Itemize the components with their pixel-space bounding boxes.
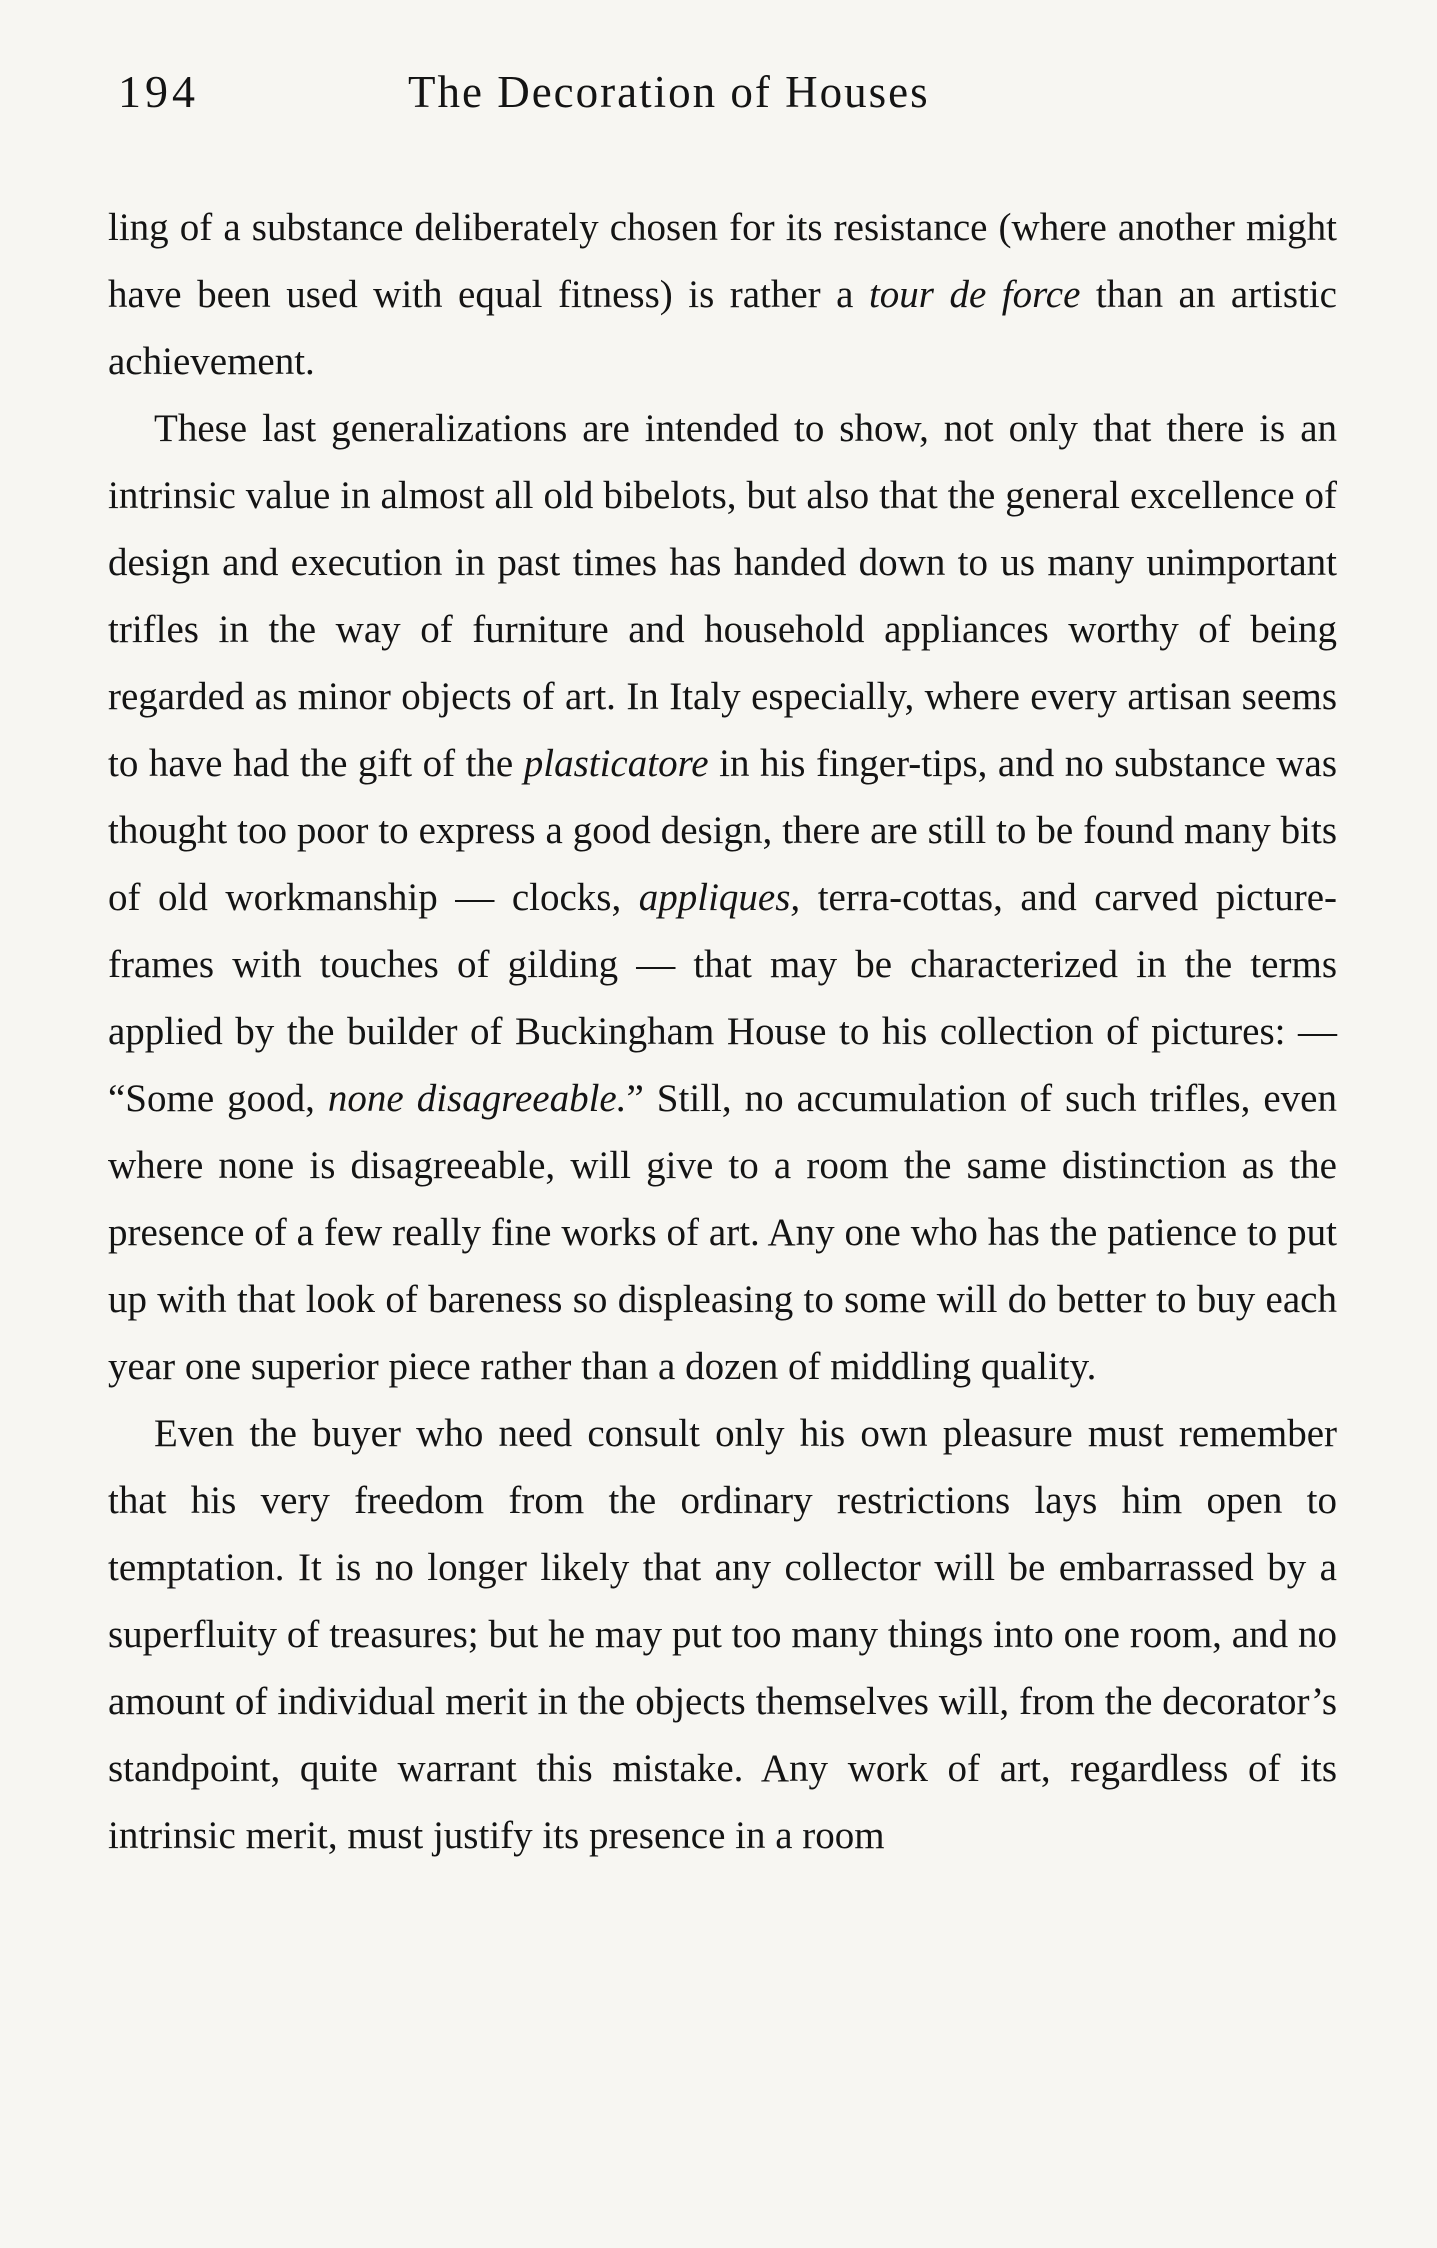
paragraph-text: in his finger-tips, and no substance was thought too poor to express a good design, there are still to be found many bits of old workmanship — clocks, [108, 742, 1337, 919]
paragraph-3 [108, 1400, 1337, 1869]
paragraph-2 [108, 395, 1337, 1400]
body-text [108, 194, 1337, 1869]
paragraph-1 [108, 194, 1337, 395]
paragraph-text: ” Still, no accumulation of such trifles, even where none is disagreeable, will give to a room the same distinction as the presence of a few really fine works of art. Any one who has the patience to put up with that look of bareness so displeasing to some will do better to buy each year one superior piece rather than a dozen of middling quality. [108, 1077, 1337, 1388]
paragraph-text: These last generalizations are intended to show, not only that there is an intrinsic value in almost all old bibelots, but also that the general excellence of design and execution in past times has handed down to us many unimportant trifles in the way of furniture and household appliances worthy of being regarded as minor objects of art. In Italy especially, where every artisan seems to have had the gift of the [108, 407, 1337, 785]
running-title: The Decoration of Houses [408, 67, 930, 117]
italic-phrase: none disagreeable. [327, 1077, 627, 1120]
paragraph-text: than an artistic achievement. [108, 273, 1337, 383]
paragraph-text: terra-cottas, and carved picture-frames with touches of gilding — that may be characterized in the terms applied by the builder of Buckingham House to his collection of pictures: — “Some good, [108, 876, 1337, 1120]
paragraph-text: ling of a substance deliberately chosen for its resistance (where another might have been used with equal fitness) is rather a [108, 206, 1337, 316]
italic-phrase: appliques, [638, 876, 801, 919]
paragraph-text: Even the buyer who need consult only his own pleasure must remember that his very freedom from the ordinary restrictions lays him open to temptation. It is no longer likely that any collector will be embarrassed by a superfluity of treasures; but he may put too many things into one room, and no amount of individual merit in the objects themselves will, from the decorator’s standpoint, quite warrant this mistake. Any work of art, regardless of its intrinsic merit, must justify its presence in a room [108, 1412, 1337, 1857]
page-number: 194 [118, 66, 199, 117]
italic-phrase: tour de force [868, 273, 1081, 316]
page-header [108, 52, 1337, 132]
italic-phrase: plasticatore [523, 742, 709, 785]
